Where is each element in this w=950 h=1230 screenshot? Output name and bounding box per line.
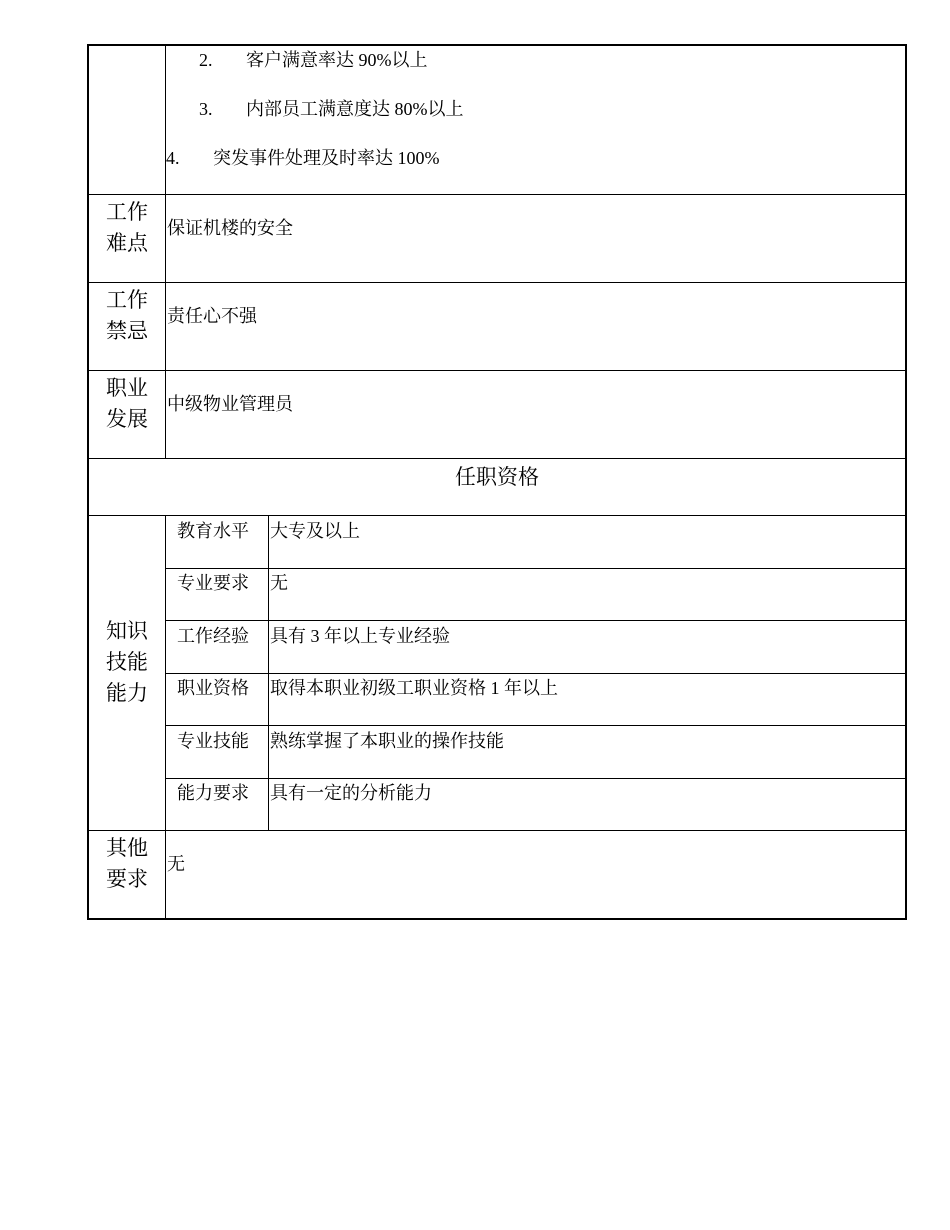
education-label: 教育水平 bbox=[177, 521, 249, 541]
other-requirements-label: 其他 要求 bbox=[106, 836, 148, 891]
difficulty-value: 保证机楼的安全 bbox=[167, 218, 293, 238]
experience-value: 具有 3 年以上专业经验 bbox=[270, 626, 450, 646]
goal-text: 客户满意率达 90%以上 bbox=[246, 50, 428, 70]
goal-number: 2. bbox=[199, 50, 213, 70]
skill-label: 专业技能 bbox=[177, 731, 249, 751]
qual-divider bbox=[166, 620, 906, 621]
ability-value: 具有一定的分析能力 bbox=[270, 783, 432, 803]
career-label: 职业 发展 bbox=[106, 376, 148, 431]
certification-label: 职业资格 bbox=[177, 678, 249, 698]
experience-label: 工作经验 bbox=[177, 626, 249, 646]
qual-divider bbox=[166, 725, 906, 726]
goal-text: 内部员工满意度达 80%以上 bbox=[246, 99, 464, 119]
other-requirements-value: 无 bbox=[167, 854, 185, 874]
qual-divider bbox=[166, 778, 906, 779]
major-value: 无 bbox=[270, 573, 288, 593]
qual-divider bbox=[166, 673, 906, 674]
sublabel-column-divider bbox=[268, 515, 269, 831]
taboo-label: 工作 禁忌 bbox=[106, 288, 148, 343]
qualifications-heading: 任职资格 bbox=[455, 465, 539, 489]
major-label: 专业要求 bbox=[177, 573, 249, 593]
row-divider bbox=[88, 458, 906, 459]
goal-number: 3. bbox=[199, 99, 213, 119]
goal-number: 4. bbox=[166, 148, 180, 168]
row-divider bbox=[88, 194, 906, 195]
row-divider bbox=[88, 282, 906, 283]
taboo-value: 责任心不强 bbox=[167, 306, 257, 326]
row-divider bbox=[88, 830, 906, 831]
ability-label: 能力要求 bbox=[177, 783, 249, 803]
difficulty-label: 工作 难点 bbox=[106, 200, 148, 255]
education-value: 大专及以上 bbox=[270, 521, 360, 541]
knowledge-skills-label: 知识 技能 能力 bbox=[106, 619, 148, 705]
qual-divider bbox=[166, 568, 906, 569]
career-value: 中级物业管理员 bbox=[167, 394, 293, 414]
row-divider bbox=[88, 370, 906, 371]
goal-text: 突发事件处理及时率达 100% bbox=[213, 148, 440, 168]
row-divider bbox=[88, 515, 906, 516]
skill-value: 熟练掌握了本职业的操作技能 bbox=[270, 731, 504, 751]
certification-value: 取得本职业初级工职业资格 1 年以上 bbox=[270, 678, 558, 698]
